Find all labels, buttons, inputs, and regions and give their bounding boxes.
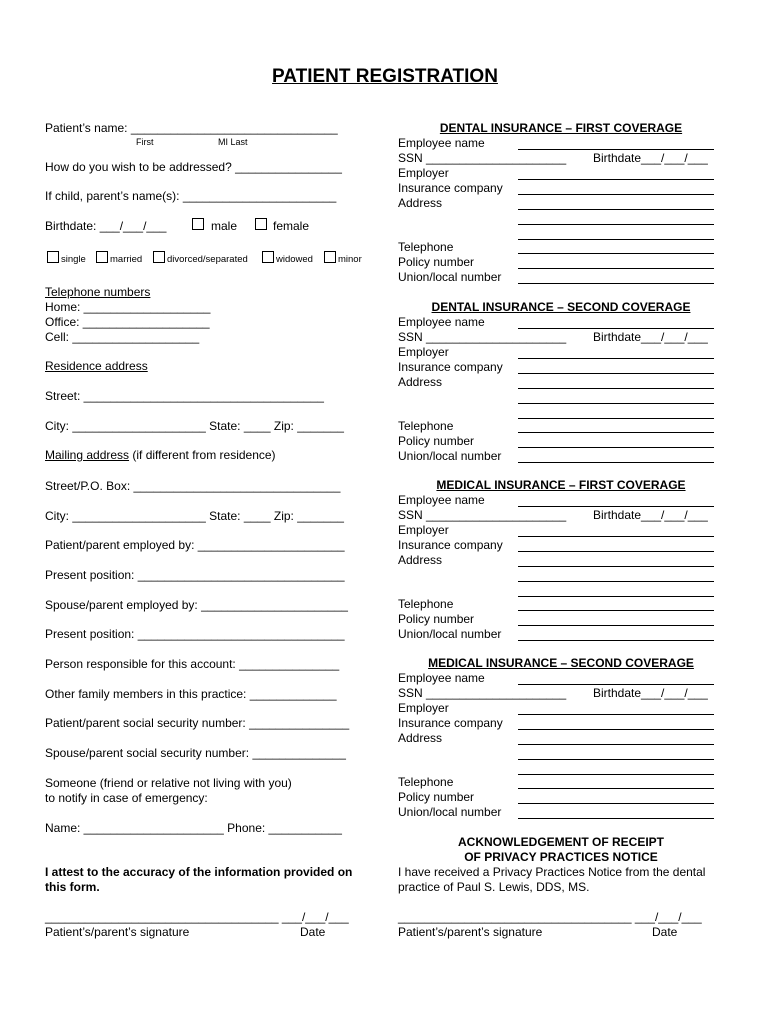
patient-name-field[interactable]: Patient’s name: _______________________________	[45, 121, 338, 135]
policy-number-line[interactable]	[518, 447, 714, 448]
male-label: male	[211, 219, 238, 233]
po-box-field[interactable]: Street/P.O. Box: _______________________________	[45, 479, 341, 493]
insurance-company-line[interactable]	[518, 729, 714, 730]
minor-label: minor	[338, 254, 362, 265]
patient-signature-label: Patient’s/parent’s signature	[45, 925, 190, 939]
emergency-label-1: Someone (friend or relative not living with you)	[45, 776, 292, 790]
address-line[interactable]	[518, 239, 714, 240]
insurance-birthdate-field[interactable]: Birthdate___/___/___	[593, 508, 708, 522]
present-position-field[interactable]: Present position: _______________________________	[45, 568, 345, 582]
spouse-position-field[interactable]: Present position: _______________________________	[45, 627, 345, 641]
address-label: Address	[398, 553, 443, 567]
telephone-line[interactable]	[518, 432, 714, 433]
employer-label: Employer	[398, 345, 449, 359]
employer-label: Employer	[398, 701, 449, 715]
policy-number-line[interactable]	[518, 803, 714, 804]
union-number-label: Union/local number	[398, 449, 502, 463]
address-line[interactable]	[518, 774, 714, 775]
union-number-label: Union/local number	[398, 805, 502, 819]
privacy-received-2: practice of Paul S. Lewis, DDS, MS.	[398, 880, 590, 894]
married-label: married	[110, 254, 143, 265]
telephone-label: Telephone	[398, 775, 454, 789]
employer-line[interactable]	[518, 179, 714, 180]
residence-heading: Residence address	[45, 359, 148, 373]
mailing-heading: Mailing address	[45, 448, 130, 462]
page-title: PATIENT REGISTRATION	[272, 66, 498, 87]
ssn-field[interactable]: SSN _____________________	[398, 330, 567, 344]
insurance-company-line[interactable]	[518, 551, 714, 552]
single-checkbox[interactable]	[47, 251, 59, 263]
employee-name-line[interactable]	[518, 684, 714, 685]
privacy-date-label: Date	[652, 925, 678, 939]
single-label: single	[61, 254, 86, 265]
telephone-label: Telephone	[398, 597, 454, 611]
insurance-birthdate-field[interactable]: Birthdate___/___/___	[593, 151, 708, 165]
city-state-zip-mailing[interactable]: City: ____________________ State: ____ Zip: _______	[45, 509, 344, 523]
mailing-heading-row	[45, 448, 276, 463]
insurance-section-title: DENTAL INSURANCE – SECOND COVERAGE	[431, 300, 691, 314]
insurance-company-label: Insurance company	[398, 360, 503, 374]
birthdate-field[interactable]: Birthdate: ___/___/___	[45, 219, 167, 233]
union-number-line[interactable]	[518, 462, 714, 463]
address-label: Address	[398, 375, 443, 389]
union-number-label: Union/local number	[398, 270, 502, 284]
widowed-checkbox[interactable]	[262, 251, 274, 263]
divorced-label: divorced/separated	[167, 254, 248, 265]
union-number-line[interactable]	[518, 640, 714, 641]
policy-number-label: Policy number	[398, 255, 475, 269]
address-line[interactable]	[518, 224, 714, 225]
name-first-label: First	[136, 137, 154, 147]
telephone-line[interactable]	[518, 788, 714, 789]
name-mi-last-label: MI Last	[218, 137, 248, 147]
insurance-birthdate-field[interactable]: Birthdate___/___/___	[593, 330, 708, 344]
emergency-label-2: to notify in case of emergency:	[45, 791, 208, 805]
ack-heading-2: OF PRIVACY PRACTICES NOTICE	[464, 850, 658, 864]
patient-signature-line[interactable]: ___________________________________ ___/___/___	[45, 910, 349, 924]
family-members-field[interactable]: Other family members in this practice: _____________	[45, 687, 337, 701]
parent-names-field[interactable]: If child, parent’s name(s): _______________________	[45, 189, 337, 203]
insurance-birthdate-field[interactable]: Birthdate___/___/___	[593, 686, 708, 700]
address-line[interactable]	[518, 566, 714, 567]
telephone-label: Telephone	[398, 240, 454, 254]
employer-line[interactable]	[518, 358, 714, 359]
address-line[interactable]	[518, 403, 714, 404]
mailing-note: (if different from residence)	[129, 448, 276, 462]
address-label: Address	[398, 196, 443, 210]
union-number-line[interactable]	[518, 283, 714, 284]
ssn-field[interactable]: SSN _____________________	[398, 151, 567, 165]
address-line[interactable]	[518, 418, 714, 419]
spouse-ssn-field[interactable]: Spouse/parent social security number: ______________	[45, 746, 346, 760]
insurance-company-line[interactable]	[518, 373, 714, 374]
address-line[interactable]	[518, 744, 714, 745]
employee-name-line[interactable]	[518, 506, 714, 507]
patient-ssn-field[interactable]: Patient/parent social security number: _______________	[45, 716, 350, 730]
ssn-field[interactable]: SSN _____________________	[398, 508, 567, 522]
employee-name-label: Employee name	[398, 493, 485, 507]
employer-line[interactable]	[518, 536, 714, 537]
emergency-name-phone-field[interactable]: Name: _____________________ Phone: ___________	[45, 821, 342, 835]
address-line[interactable]	[518, 388, 714, 389]
office-phone-field[interactable]: Office: ___________________	[45, 315, 210, 329]
spouse-employed-field[interactable]: Spouse/parent employed by: ______________________	[45, 598, 348, 612]
addressed-field[interactable]: How do you wish to be addressed? ________________	[45, 160, 342, 174]
policy-number-label: Policy number	[398, 434, 475, 448]
address-line[interactable]	[518, 596, 714, 597]
insurance-section-title: MEDICAL INSURANCE – SECOND COVERAGE	[428, 656, 694, 670]
attest-text-2: this form.	[45, 880, 100, 894]
cell-phone-field[interactable]: Cell: ___________________	[45, 330, 200, 344]
telephone-heading: Telephone numbers	[45, 285, 151, 299]
widowed-label: widowed	[276, 254, 313, 265]
union-number-line[interactable]	[518, 818, 714, 819]
employer-label: Employer	[398, 523, 449, 537]
patient-date-label: Date	[300, 925, 326, 939]
street-field[interactable]: Street: ____________________________________	[45, 389, 324, 403]
employee-name-line[interactable]	[518, 328, 714, 329]
employer-line[interactable]	[518, 714, 714, 715]
address-label: Address	[398, 731, 443, 745]
union-number-label: Union/local number	[398, 627, 502, 641]
address-line[interactable]	[518, 759, 714, 760]
city-state-zip-residence[interactable]: City: ____________________ State: ____ Zip: _______	[45, 419, 344, 433]
policy-number-line[interactable]	[518, 268, 714, 269]
privacy-received-1: I have received a Privacy Practices Notice from the dental	[398, 865, 706, 879]
policy-number-line[interactable]	[518, 625, 714, 626]
policy-number-label: Policy number	[398, 790, 475, 804]
female-label: female	[273, 219, 310, 233]
insurance-section-title: MEDICAL INSURANCE – FIRST COVERAGE	[436, 478, 686, 492]
employee-name-label: Employee name	[398, 136, 485, 150]
married-checkbox[interactable]	[96, 251, 108, 263]
insurance-section-title: DENTAL INSURANCE – FIRST COVERAGE	[439, 121, 683, 135]
employed-by-field[interactable]: Patient/parent employed by: ______________________	[45, 538, 345, 552]
insurance-company-label: Insurance company	[398, 716, 503, 730]
employer-label: Employer	[398, 166, 449, 180]
employee-name-label: Employee name	[398, 315, 485, 329]
ack-heading-1: ACKNOWLEDGEMENT OF RECEIPT	[458, 835, 664, 849]
female-checkbox[interactable]	[255, 218, 267, 230]
attest-text-1: I attest to the accuracy of the information provided on	[45, 865, 353, 879]
ssn-field[interactable]: SSN _____________________	[398, 686, 567, 700]
responsible-field[interactable]: Person responsible for this account: _______________	[45, 657, 340, 671]
privacy-signature-line[interactable]: ___________________________________ ___/___/___	[398, 910, 702, 924]
minor-checkbox[interactable]	[324, 251, 336, 263]
policy-number-label: Policy number	[398, 612, 475, 626]
divorced-checkbox[interactable]	[153, 251, 165, 263]
privacy-signature-label: Patient’s/parent’s signature	[398, 925, 543, 939]
address-line[interactable]	[518, 209, 714, 210]
insurance-company-label: Insurance company	[398, 181, 503, 195]
address-line[interactable]	[518, 581, 714, 582]
employee-name-line[interactable]	[518, 149, 714, 150]
insurance-company-label: Insurance company	[398, 538, 503, 552]
telephone-line[interactable]	[518, 253, 714, 254]
insurance-company-line[interactable]	[518, 194, 714, 195]
telephone-line[interactable]	[518, 610, 714, 611]
home-phone-field[interactable]: Home: ___________________	[45, 300, 211, 314]
employee-name-label: Employee name	[398, 671, 485, 685]
male-checkbox[interactable]	[192, 218, 204, 230]
telephone-label: Telephone	[398, 419, 454, 433]
